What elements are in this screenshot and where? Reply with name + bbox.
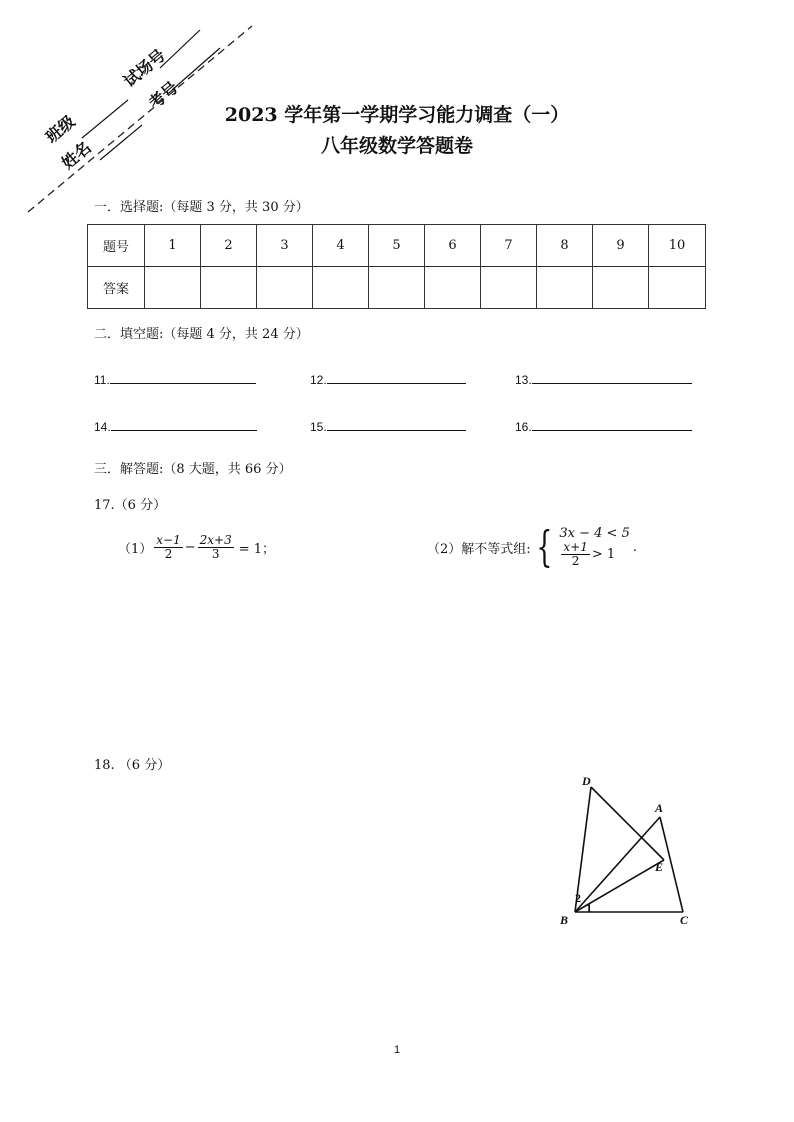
table-cell-number: 1 bbox=[145, 225, 201, 267]
fraction-1 bbox=[154, 534, 182, 560]
blank-line bbox=[532, 417, 692, 431]
segment-DE bbox=[591, 787, 664, 860]
table-cell-number: 7 bbox=[481, 225, 537, 267]
answer-cell[interactable] bbox=[481, 267, 537, 309]
table-cell-number: 2 bbox=[201, 225, 257, 267]
question-18-label: 18. （6 分） bbox=[94, 758, 171, 773]
end-period: . bbox=[632, 539, 637, 555]
blank-15[interactable] bbox=[310, 417, 466, 434]
blank-line bbox=[327, 417, 466, 431]
fraction-1-numerator: x−1 bbox=[156, 533, 181, 547]
question-17-part-1 bbox=[118, 534, 275, 560]
blank-14[interactable] bbox=[94, 417, 257, 434]
table-header-number: 题号 bbox=[88, 225, 145, 267]
answer-table bbox=[87, 224, 706, 309]
blank-16[interactable] bbox=[515, 417, 692, 434]
inequality-1: 3x − 4 < 5 bbox=[559, 526, 630, 542]
blank-label: 16. bbox=[515, 420, 532, 434]
segment-AC bbox=[660, 817, 683, 912]
page-number: 1 bbox=[393, 1044, 401, 1056]
fraction-1-denominator: 2 bbox=[164, 546, 173, 561]
blank-label: 11. bbox=[94, 373, 110, 387]
inequality-2-fraction bbox=[561, 541, 589, 567]
table-cell-number: 3 bbox=[257, 225, 313, 267]
class-label: 班级 bbox=[41, 111, 79, 147]
angle-label-1: 1 bbox=[586, 901, 592, 915]
segment-BA bbox=[575, 817, 660, 912]
point-label-B: B bbox=[560, 913, 569, 927]
page-subtitle: 八年级数学答题卷 bbox=[320, 135, 473, 157]
inequality-2-denominator: 2 bbox=[571, 554, 580, 568]
question-17-part-2 bbox=[427, 522, 637, 571]
minus-sign: − bbox=[184, 539, 196, 555]
blank-line bbox=[327, 370, 466, 384]
blank-label: 14. bbox=[94, 420, 111, 434]
blank-13[interactable] bbox=[515, 370, 692, 387]
equation-rhs: = 1； bbox=[238, 541, 276, 557]
table-header-answer: 答案 bbox=[88, 267, 145, 309]
section-3-heading: 三．解答题:（8 大题，共 66 分） bbox=[94, 462, 292, 477]
point-label-C: C bbox=[680, 913, 689, 927]
inequality-system bbox=[559, 526, 629, 567]
table-cell-number: 9 bbox=[593, 225, 649, 267]
blank-label: 12. bbox=[310, 373, 327, 387]
inequality-2-numerator: x+1 bbox=[563, 540, 588, 555]
section-2-heading: 二．填空题:（每题 4 分，共 24 分） bbox=[94, 327, 309, 342]
answer-cell[interactable] bbox=[257, 267, 313, 309]
blank-11[interactable] bbox=[94, 370, 256, 387]
fraction-2-denominator: 3 bbox=[211, 546, 220, 561]
table-cell-number: 4 bbox=[313, 225, 369, 267]
answer-cell[interactable] bbox=[425, 267, 481, 309]
answer-cell[interactable] bbox=[201, 267, 257, 309]
answer-cell[interactable] bbox=[593, 267, 649, 309]
answer-cell[interactable] bbox=[649, 267, 706, 309]
question-17-label: 17.（6 分） bbox=[94, 498, 167, 513]
part-1-label: （1） bbox=[118, 541, 153, 557]
blank-line bbox=[111, 417, 257, 431]
name-label: 姓名 bbox=[57, 137, 95, 173]
exam-room-label: 试场号 bbox=[119, 45, 169, 91]
angle-label-2: 2 bbox=[575, 891, 581, 905]
table-cell-number: 6 bbox=[425, 225, 481, 267]
answer-cell[interactable] bbox=[369, 267, 425, 309]
blank-12[interactable] bbox=[310, 370, 466, 387]
point-label-E: E bbox=[655, 860, 664, 874]
answer-cell[interactable] bbox=[313, 267, 369, 309]
fraction-2 bbox=[198, 534, 234, 560]
table-cell-number: 10 bbox=[649, 225, 706, 267]
part-2-label: （2）解不等式组: bbox=[427, 541, 531, 557]
table-cell-number: 5 bbox=[369, 225, 425, 267]
table-row-answers bbox=[88, 267, 706, 309]
brace-symbol: { bbox=[536, 522, 553, 571]
exam-no-label: 考号 bbox=[144, 77, 182, 113]
answer-cell[interactable] bbox=[145, 267, 201, 309]
blank-line bbox=[532, 370, 692, 384]
page-title: 2023 学年第一学期学习能力调查（一） bbox=[224, 104, 570, 126]
table-row-numbers bbox=[88, 225, 706, 267]
blank-label: 13. bbox=[515, 373, 532, 387]
answer-cell[interactable] bbox=[537, 267, 593, 309]
blank-label: 15. bbox=[310, 420, 327, 434]
table-cell-number: 8 bbox=[537, 225, 593, 267]
inequality-2-rhs: > 1 bbox=[591, 547, 616, 562]
point-label-D: D bbox=[582, 774, 591, 788]
section-1-heading: 一．选择题:（每题 3 分，共 30 分） bbox=[94, 200, 309, 215]
exam-no-underline bbox=[172, 48, 220, 90]
fraction-2-numerator: 2x+3 bbox=[199, 533, 232, 547]
inequality-2 bbox=[559, 541, 629, 567]
point-label-A: A bbox=[655, 801, 664, 815]
geometry-figure bbox=[550, 770, 700, 935]
blank-line bbox=[110, 370, 256, 384]
